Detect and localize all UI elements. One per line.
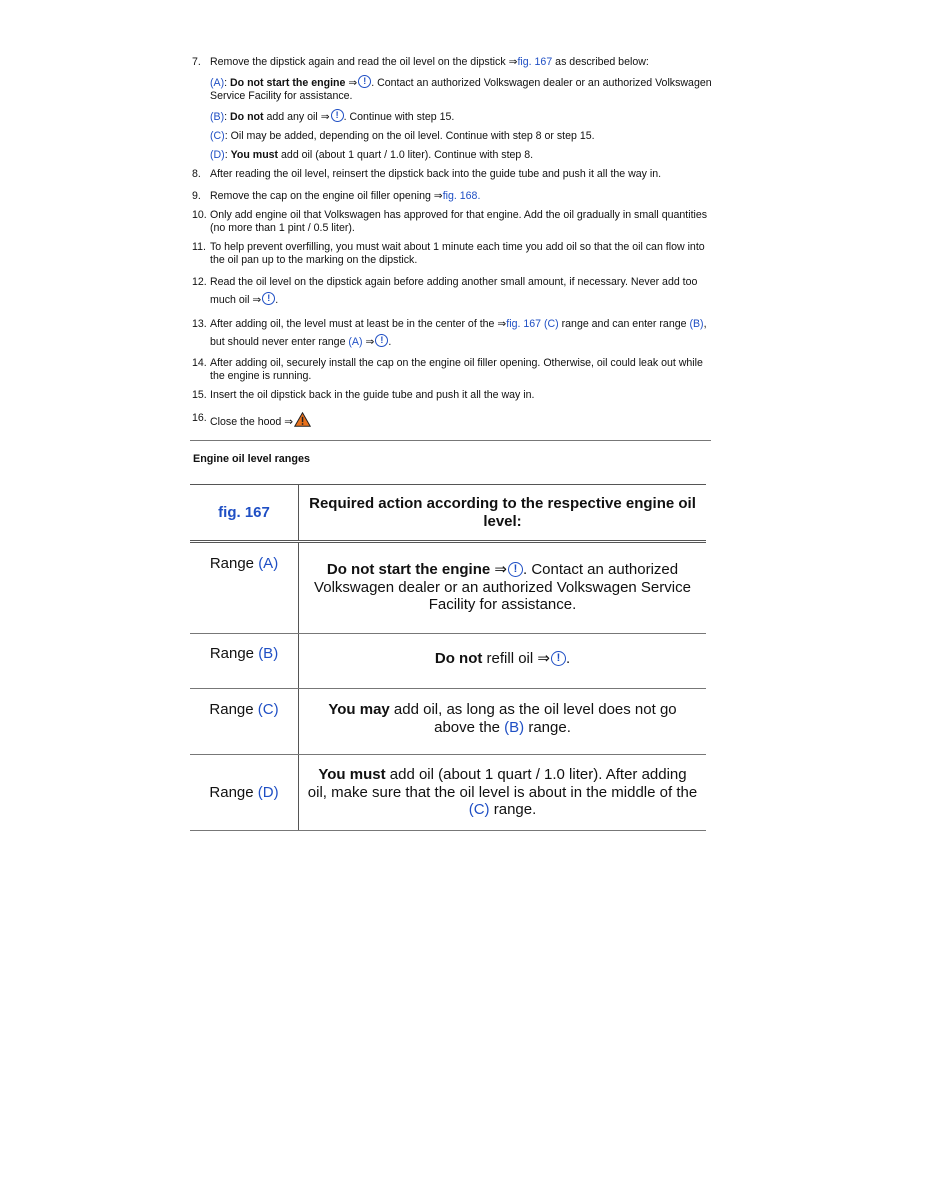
caution-circle-icon[interactable]: !	[331, 109, 344, 122]
warning-triangle-icon[interactable]	[294, 412, 311, 431]
required-action-header: Required action according to the respective engine oil level:	[299, 485, 707, 542]
step-10: 10. Only add engine oil that Volkswagen has approved for that engine. Add the oil gradually in small quantities (no more than 1 pint / 0.5 liter).	[192, 209, 708, 234]
step-13: 13. After adding oil, the level must at least be in the center of the ⇒fig. 167 (C) range and can enter range (B), but should never enter range (A) ⇒ ! .	[192, 318, 707, 348]
table-row: Range (A) Do not start the engine ⇒ ! . Contact an authorized Volkswagen dealer or an authorized Volkswagen Service Facility for assistance.	[190, 542, 706, 634]
step-16: 16. Close the hood ⇒	[192, 412, 712, 431]
table-row: Range (D) You must add oil (about 1 quart / 1.0 liter). After adding oil, make sure that the oil level is about in the middle of the (C) range.	[190, 755, 706, 831]
step-11: 11. To help prevent overfilling, you must wait about 1 minute each time you add oil so that the oil can flow into the oil pan up to the marking on the dipstick.	[192, 241, 705, 266]
caution-circle-icon[interactable]: !	[551, 651, 566, 666]
substep-b: (B): Do not add any oil ⇒ ! . Continue with step 15.	[210, 110, 455, 123]
oil-level-ranges-table	[190, 484, 706, 831]
substep-c: (C): Oil may be added, depending on the oil level. Continue with step 8 or step 15.	[210, 130, 595, 142]
step-8: 8. After reading the oil level, reinsert the dipstick back into the guide tube and push it all the way in.	[192, 168, 662, 180]
section-divider	[190, 440, 711, 441]
instruction-steps	[192, 56, 712, 437]
table-row: Range (C) You may add oil, as long as the oil level does not go above the (B) range.	[190, 689, 706, 755]
section-title: Engine oil level ranges	[193, 453, 311, 465]
caution-circle-icon[interactable]: !	[358, 75, 371, 88]
step-9: 9. Remove the cap on the engine oil filler opening ⇒fig. 168.	[192, 190, 481, 202]
fig-167-header-link[interactable]: fig. 167	[190, 485, 299, 542]
fig-167-link[interactable]: fig. 167	[517, 56, 553, 68]
caution-circle-icon[interactable]: !	[262, 292, 275, 305]
step-12: 12. Read the oil level on the dipstick again before adding another small amount, if necessary. Never add too much oil ⇒ ! .	[192, 276, 698, 306]
caution-circle-icon[interactable]: !	[375, 334, 388, 347]
fig-168-link[interactable]: fig. 168.	[442, 190, 481, 202]
substep-d: (D): You must add oil (about 1 quart / 1.0 liter). Continue with step 8.	[210, 149, 534, 161]
table-header-row	[190, 485, 706, 542]
fig-167-c-link[interactable]: fig. 167 (C)	[506, 318, 559, 330]
step-14: 14. After adding oil, securely install the cap on the engine oil filler opening. Otherwise, oil could leak out while the engine is running.	[192, 357, 703, 382]
step-7: 7. Remove the dipstick again and read the oil level on the dipstick ⇒fig. 167 as described below: (A): Do not start the engine ⇒ ! . Contact an authorized Volkswagen dealer or an authorized Volkswagen Service Facility for assistance. (B): Do not add any oil ⇒ ! . Continue with step 15. (C): Oil may be added, depending on the oil level. Continue with step 8 or step 15. (D): You must add oil (about 1 quart / 1.0 liter). Continue with step 8.	[192, 56, 712, 161]
table-row: Range (B) Do not refill oil ⇒ ! .	[190, 634, 706, 689]
substep-a: (A): Do not start the engine ⇒ ! . Contact an authorized Volkswagen dealer or an authorized Volkswagen Service Facility for assistance.	[210, 76, 712, 102]
caution-circle-icon[interactable]: !	[508, 562, 523, 577]
step-15: 15. Insert the oil dipstick back in the guide tube and push it all the way in.	[192, 389, 535, 401]
